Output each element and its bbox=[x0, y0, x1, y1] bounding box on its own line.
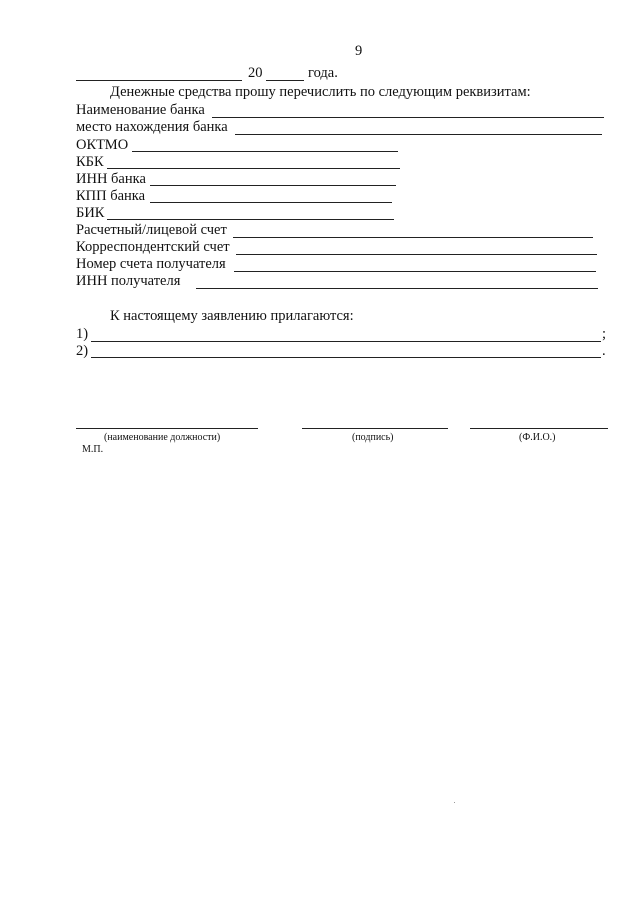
field-bank-name-label: Наименование банка bbox=[76, 102, 205, 118]
field-recipient-account-label: Номер счета получателя bbox=[76, 256, 226, 272]
date-day-month-line bbox=[76, 80, 242, 81]
field-bank-location-label: место нахождения банка bbox=[76, 119, 228, 135]
attachment-2-marker: 2) bbox=[76, 343, 89, 359]
field-bank-name-line[interactable] bbox=[212, 117, 604, 118]
field-bank-kpp-line[interactable] bbox=[150, 202, 392, 203]
field-oktmo-label: ОКТМО bbox=[76, 137, 129, 153]
name-line[interactable] bbox=[470, 428, 608, 429]
signature-caption: (подпись) bbox=[352, 432, 394, 443]
field-recipient-inn-line[interactable] bbox=[196, 288, 598, 289]
field-oktmo-line[interactable] bbox=[132, 151, 398, 152]
field-account-label: Расчетный/лицевой счет bbox=[76, 222, 227, 238]
field-corr-account-line[interactable] bbox=[236, 254, 597, 255]
date-suffix: года. bbox=[308, 65, 338, 81]
date-year-prefix: 20 bbox=[248, 65, 263, 81]
field-corr-account-label: Корреспондентский счет bbox=[76, 239, 230, 255]
position-line[interactable] bbox=[76, 428, 258, 429]
attachment-1-line[interactable] bbox=[91, 341, 601, 342]
stamp-place: М.П. bbox=[82, 444, 104, 455]
intro-text: Денежные средства прошу перечислить по следующим реквизитам: bbox=[110, 84, 531, 100]
scan-speck bbox=[454, 802, 455, 803]
date-year-line bbox=[266, 80, 304, 81]
field-bik-line[interactable] bbox=[107, 219, 394, 220]
attachment-1-end: ; bbox=[602, 326, 607, 342]
attachment-2-line[interactable] bbox=[91, 357, 601, 358]
field-kbk-label: КБК bbox=[76, 154, 104, 170]
field-bank-inn-label: ИНН банка bbox=[76, 171, 146, 187]
attachments-heading: К настоящему заявлению прилагаются: bbox=[110, 308, 354, 324]
field-bik-label: БИК bbox=[76, 205, 105, 221]
name-caption: (Ф.И.О.) bbox=[519, 432, 556, 443]
field-bank-kpp-label: КПП банка bbox=[76, 188, 146, 204]
attachment-1-marker: 1) bbox=[76, 326, 89, 342]
field-recipient-inn-label: ИНН получателя bbox=[76, 273, 181, 289]
signature-line[interactable] bbox=[302, 428, 448, 429]
field-account-line[interactable] bbox=[233, 237, 593, 238]
field-kbk-line[interactable] bbox=[107, 168, 400, 169]
page-number: 9 bbox=[355, 43, 363, 59]
field-recipient-account-line[interactable] bbox=[234, 271, 596, 272]
position-caption: (наименование должности) bbox=[104, 432, 221, 443]
field-bank-inn-line[interactable] bbox=[150, 185, 396, 186]
field-bank-location-line[interactable] bbox=[235, 134, 602, 135]
attachment-2-end: . bbox=[602, 343, 606, 359]
